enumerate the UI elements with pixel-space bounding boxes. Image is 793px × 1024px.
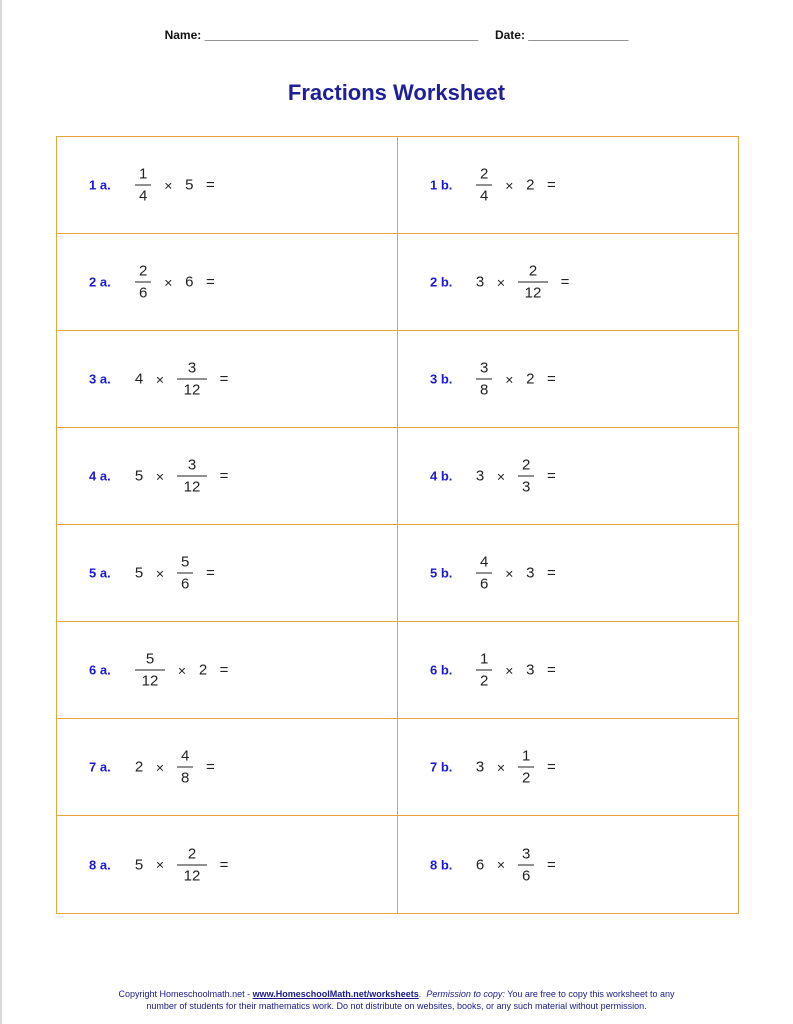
fraction — [476, 361, 492, 398]
equals-sign: = — [219, 856, 229, 873]
numerator: 5 — [181, 553, 190, 571]
fraction — [476, 555, 492, 592]
denominator: 4 — [139, 187, 148, 205]
problem-cell — [57, 719, 398, 816]
problem-cell — [398, 428, 738, 525]
numerator: 2 — [480, 165, 489, 183]
problem-cell — [57, 525, 398, 622]
whole-number: 5 — [134, 564, 144, 582]
times-sign: × — [164, 177, 173, 193]
fraction — [518, 846, 534, 883]
problem-label: 8 b. — [430, 857, 453, 872]
fraction — [476, 167, 492, 204]
equals-sign: = — [546, 564, 556, 582]
denominator: 2 — [480, 672, 489, 690]
problem-label: 5 a. — [89, 565, 111, 581]
numerator: 3 — [480, 359, 489, 377]
times-sign: × — [496, 856, 506, 873]
denominator: 12 — [183, 867, 201, 884]
problem-expression — [89, 749, 223, 786]
equals-sign: = — [546, 370, 556, 388]
footer-permission-label: Permission to copy: — [426, 989, 505, 999]
equals-sign: = — [205, 176, 215, 194]
fraction — [177, 555, 193, 592]
fraction — [177, 361, 207, 398]
denominator: 12 — [141, 672, 159, 690]
problem-cell — [398, 816, 738, 913]
times-sign: × — [155, 759, 165, 775]
footer-line-2: number of students for their mathematics work. Do not distribute on websites, books, or any such material without permission. — [146, 1001, 647, 1011]
whole-number: 3 — [475, 758, 485, 776]
problem-label: 1 a. — [89, 177, 111, 193]
problem-label: 2 b. — [430, 274, 453, 290]
problem-expression — [89, 846, 237, 883]
fraction — [177, 458, 207, 495]
times-sign: × — [505, 565, 514, 581]
problem-label: 3 b. — [430, 371, 453, 387]
problem-cell — [57, 234, 398, 331]
problem-cell — [398, 525, 738, 622]
times-sign: × — [155, 856, 165, 873]
equals-sign: = — [205, 758, 215, 776]
denominator: 12 — [183, 478, 201, 496]
date-blank: _______________ — [528, 28, 629, 42]
equals-sign: = — [546, 661, 556, 679]
problem-expression — [89, 361, 237, 398]
footer-line1-rest: You are free to copy this worksheet to any — [504, 989, 675, 999]
problem-label: 2 a. — [89, 274, 111, 290]
footer — [0, 988, 793, 1012]
problem-cell — [57, 331, 398, 428]
whole-number: 4 — [134, 370, 144, 388]
times-sign: × — [505, 662, 514, 678]
footer-period: . — [418, 989, 422, 999]
denominator: 4 — [480, 187, 489, 205]
problem-label: 4 b. — [430, 468, 453, 484]
problem-expression — [89, 652, 237, 689]
denominator: 8 — [480, 381, 489, 399]
footer-line-1 — [0, 988, 793, 1000]
numerator: 2 — [139, 262, 148, 280]
problem-cell — [398, 234, 738, 331]
numerator: 1 — [480, 650, 489, 668]
equals-sign: = — [546, 467, 556, 485]
footer-link[interactable]: www.HomeschoolMath.net/worksheets — [252, 989, 419, 999]
denominator: 2 — [522, 769, 531, 787]
problem-expression — [430, 652, 564, 689]
equals-sign: = — [219, 661, 229, 679]
denominator: 6 — [480, 575, 489, 593]
problem-expression — [430, 167, 564, 204]
problem-expression — [430, 458, 564, 495]
problem-label: 6 a. — [89, 662, 111, 678]
name-blank: _________________________________________ — [204, 28, 479, 42]
fraction — [177, 846, 207, 883]
equals-sign: = — [546, 176, 556, 194]
times-sign: × — [164, 274, 173, 290]
whole-number: 5 — [134, 856, 144, 873]
problem-expression — [430, 555, 564, 592]
whole-number: 6 — [475, 856, 485, 873]
times-sign: × — [155, 565, 165, 581]
whole-number: 2 — [134, 758, 144, 776]
problem-cell — [57, 816, 398, 913]
equals-sign: = — [219, 370, 229, 388]
problem-expression — [89, 264, 223, 301]
times-sign: × — [155, 468, 165, 484]
fraction — [177, 749, 193, 786]
problem-cell — [398, 331, 738, 428]
denominator: 6 — [522, 867, 531, 884]
problem-label: 8 a. — [89, 857, 111, 872]
denominator: 12 — [524, 284, 542, 302]
numerator: 1 — [139, 165, 148, 183]
whole-number: 2 — [526, 176, 535, 194]
fraction — [518, 749, 534, 786]
problem-grid — [56, 136, 739, 914]
problem-label: 3 a. — [89, 371, 111, 387]
problem-cell — [398, 137, 738, 234]
whole-number: 2 — [526, 370, 535, 388]
denominator: 12 — [183, 381, 201, 399]
times-sign: × — [155, 371, 165, 387]
denominator: 6 — [139, 284, 148, 302]
equals-sign: = — [205, 564, 215, 582]
numerator: 4 — [181, 747, 190, 765]
fraction — [476, 652, 492, 689]
numerator: 3 — [187, 456, 197, 474]
denominator: 3 — [522, 478, 531, 496]
problem-cell — [57, 137, 398, 234]
times-sign: × — [505, 371, 514, 387]
page-edge — [0, 0, 2, 1024]
problem-label: 7 a. — [89, 759, 111, 775]
worksheet-title: Fractions Worksheet — [287, 80, 506, 105]
problem-expression — [89, 167, 223, 204]
problem-cell — [57, 622, 398, 719]
problem-label: 5 b. — [430, 565, 453, 581]
numerator: 2 — [522, 456, 531, 474]
denominator: 8 — [181, 769, 190, 787]
fraction — [135, 264, 151, 301]
whole-number: 3 — [475, 273, 485, 291]
footer-copyright: Copyright Homeschoolmath.net - — [118, 989, 253, 999]
times-sign: × — [496, 274, 506, 290]
fraction — [518, 458, 534, 495]
times-sign: × — [496, 759, 506, 775]
whole-number: 5 — [185, 176, 194, 194]
numerator: 3 — [522, 845, 531, 862]
whole-number: 3 — [475, 467, 485, 485]
problem-label: 7 b. — [430, 759, 453, 775]
equals-sign: = — [560, 273, 570, 291]
numerator: 2 — [528, 262, 538, 280]
name-label: Name: — [164, 28, 202, 42]
numerator: 4 — [480, 553, 489, 571]
whole-number: 3 — [526, 564, 535, 582]
problem-label: 4 a. — [89, 468, 111, 484]
numerator: 5 — [145, 650, 155, 668]
problem-expression — [89, 458, 237, 495]
problem-expression — [430, 846, 564, 883]
whole-number: 5 — [134, 467, 144, 485]
problem-cell — [398, 719, 738, 816]
times-sign: × — [496, 468, 506, 484]
whole-number: 2 — [198, 661, 208, 679]
problem-label: 1 b. — [430, 177, 453, 193]
times-sign: × — [505, 177, 514, 193]
problem-expression — [430, 264, 578, 301]
date-label: Date: — [494, 28, 525, 42]
problem-expression — [89, 555, 223, 592]
problem-expression — [430, 749, 564, 786]
problem-cell — [57, 428, 398, 525]
numerator: 3 — [187, 359, 197, 377]
fraction — [135, 652, 165, 689]
problem-cell — [398, 622, 738, 719]
equals-sign: = — [219, 467, 229, 485]
times-sign: × — [177, 662, 187, 678]
problem-expression — [430, 361, 564, 398]
fraction — [135, 167, 151, 204]
numerator: 1 — [522, 747, 531, 765]
fraction — [518, 264, 548, 301]
equals-sign: = — [205, 273, 215, 291]
denominator: 6 — [181, 575, 190, 593]
numerator: 2 — [187, 845, 197, 862]
whole-number: 6 — [185, 273, 194, 291]
problem-label: 6 b. — [430, 662, 453, 678]
name-date-line — [0, 28, 793, 42]
equals-sign: = — [546, 758, 556, 776]
whole-number: 3 — [526, 661, 535, 679]
equals-sign: = — [546, 856, 556, 873]
